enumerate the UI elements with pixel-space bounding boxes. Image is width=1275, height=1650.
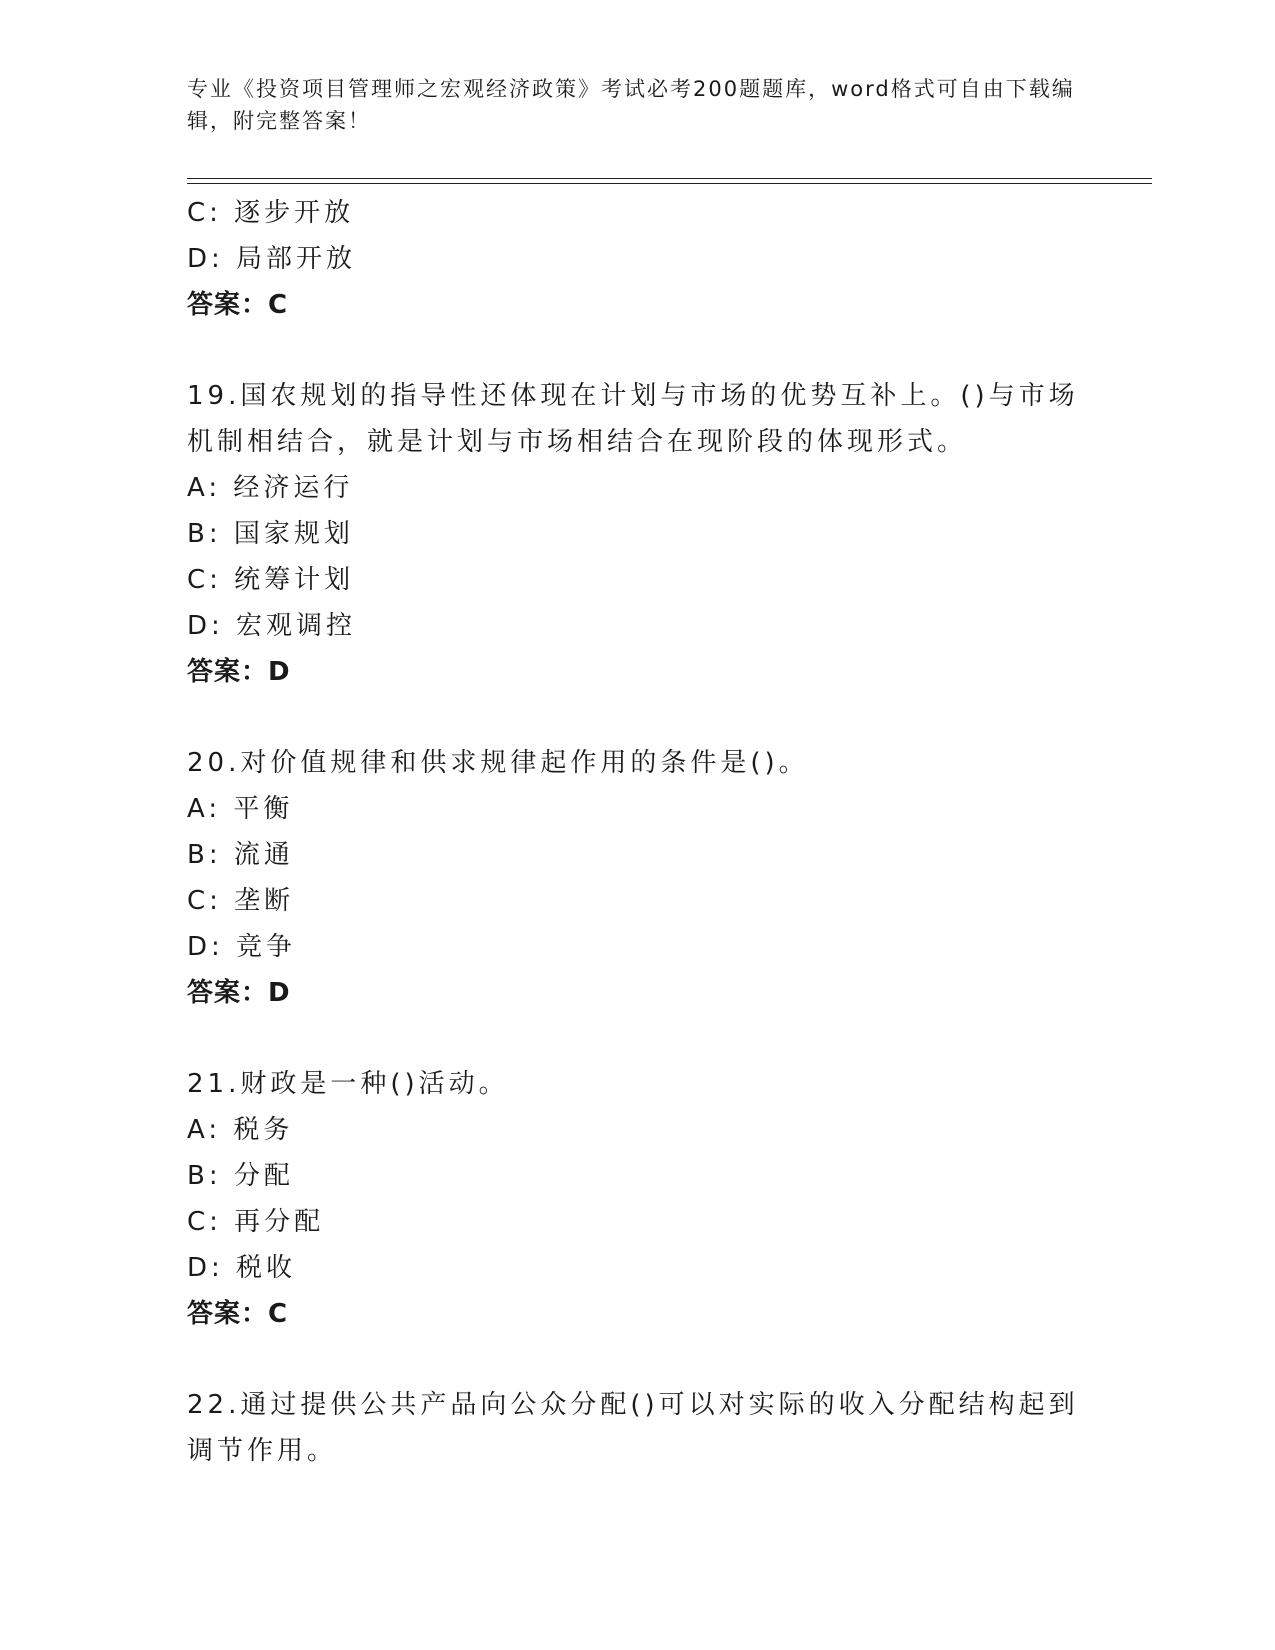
document-body (187, 190, 1087, 1474)
answer-line: 答案：C (187, 290, 289, 320)
question-19-answer: 答案：D (187, 657, 291, 687)
question-20-answer: 答案：D (187, 978, 291, 1008)
question-20-option-d: D: 竞争 (187, 932, 297, 962)
document-header: 专业《投资项目管理师之宏观经济政策》考试必考200题题库，word格式可自由下载编辑，附完整答案！ (187, 77, 1075, 133)
question-21-answer: 答案：C (187, 1299, 289, 1329)
question-21-option-a: A: 税务 (187, 1115, 294, 1145)
header-rule-bottom (187, 183, 1152, 184)
question-20-option-b: B: 流通 (187, 840, 294, 870)
question-21-option-b: B: 分配 (187, 1161, 294, 1191)
question-20-option-c: C: 垄断 (187, 886, 295, 916)
question-19-stem: 19.国农规划的指导性还体现在计划与市场的优势互补上。()与市场机制相结合，就是计划与市场相结合在现阶段的体现形式。 (187, 381, 1079, 457)
question-19-option-b: B: 国家规划 (187, 519, 354, 549)
question-20-stem: 20.对价值规律和供求规律起作用的条件是()。 (187, 748, 809, 778)
header-rule-top (187, 178, 1152, 179)
question-19-option-c: C: 统筹计划 (187, 565, 355, 595)
question-19-option-a: A: 经济运行 (187, 473, 354, 503)
option-c: C: 逐步开放 (187, 198, 355, 228)
question-20-option-a: A: 平衡 (187, 794, 294, 824)
question-21-option-c: C: 再分配 (187, 1207, 325, 1237)
option-d: D: 局部开放 (187, 244, 357, 274)
question-19-option-d: D: 宏观调控 (187, 611, 357, 641)
question-21-option-d: D: 税收 (187, 1253, 297, 1283)
question-21-stem: 21.财政是一种()活动。 (187, 1069, 509, 1099)
question-22-stem: 22.通过提供公共产品向公众分配()可以对实际的收入分配结构起到调节作用。 (187, 1390, 1079, 1466)
